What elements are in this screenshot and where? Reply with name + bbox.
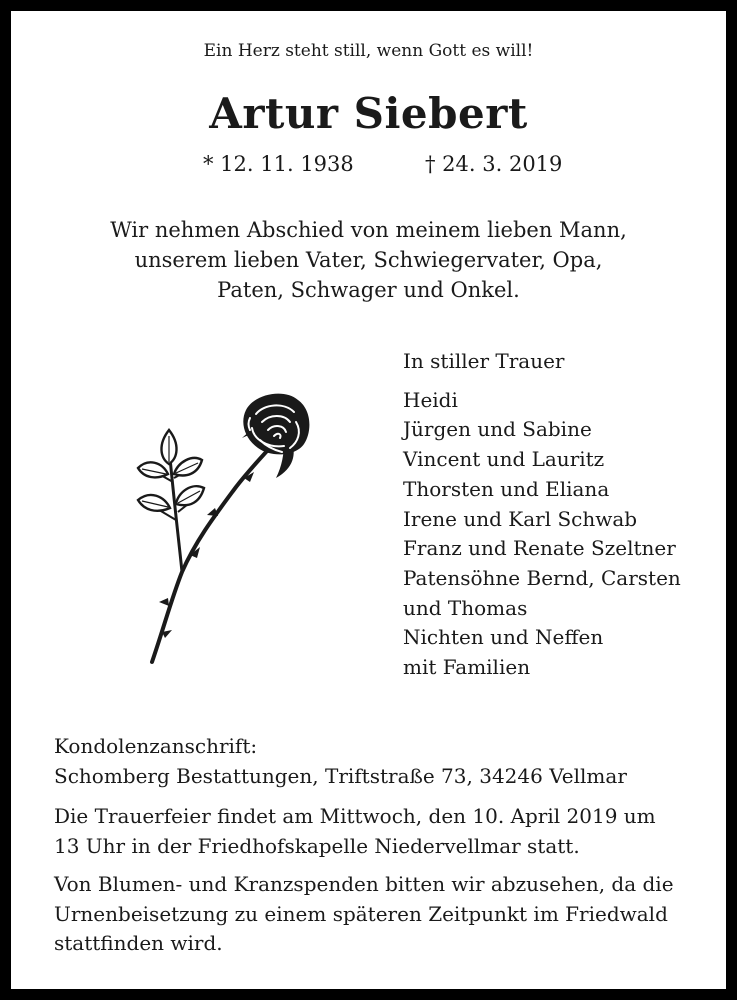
deceased-name: Artur Siebert [209,89,528,138]
mourner-name: Franz und Renate Szeltner [403,536,676,561]
flowers-info [54,870,694,959]
condolence-address [54,732,694,791]
birth-date: * 12. 11. 1938 [203,152,354,176]
mourner-name: Heidi [403,387,458,412]
farewell-text [11,215,726,305]
ceremony-line: Die Trauerfeier findet am Mittwoch, den 10. April 2019 um [54,804,656,828]
death-date: † 24. 3. 2019 [425,152,563,176]
mourners-list [403,347,681,683]
mourner-name: mit Familien [403,655,531,680]
flowers-line: Von Blumen- und Kranzspenden bitten wir abzusehen, da die [54,872,674,896]
motto: Ein Herz steht still, wenn Gott es will! [203,41,534,61]
flowers-line: Urnenbeisetzung zu einem späteren Zeitpunkt im Friedwald [54,901,668,926]
mourners-intro: In stiller Trauer [403,349,565,373]
rose-icon [134,392,314,667]
mourner-name: und Thomas [403,595,528,620]
mourner-name: Jürgen und Sabine [403,417,592,442]
mourner-name: Irene und Karl Schwab [403,506,638,531]
flowers-line: stattfinden wird. [54,931,223,955]
condolence-line: Schomberg Bestattungen, Triftstraße 73, 34246 Vellmar [54,763,627,788]
farewell-line: Paten, Schwager und Onkel. [217,278,520,302]
mourner-name: Patensöhne Bernd, Carsten [403,565,681,590]
ceremony-info [54,802,694,861]
mourner-name: Vincent und Lauritz [403,447,605,472]
mourner-name: Thorsten und Eliana [403,476,610,501]
farewell-line: Wir nehmen Abschied von meinem lieben Mann, [110,218,627,242]
mourner-name: Nichten und Neffen [403,625,604,650]
condolence-line: Kondolenzanschrift: [54,734,258,758]
ceremony-line: 13 Uhr in der Friedhofskapelle Niedervellmar statt. [54,833,580,858]
farewell-line: unserem lieben Vater, Schwiegervater, Opa, [134,248,603,272]
